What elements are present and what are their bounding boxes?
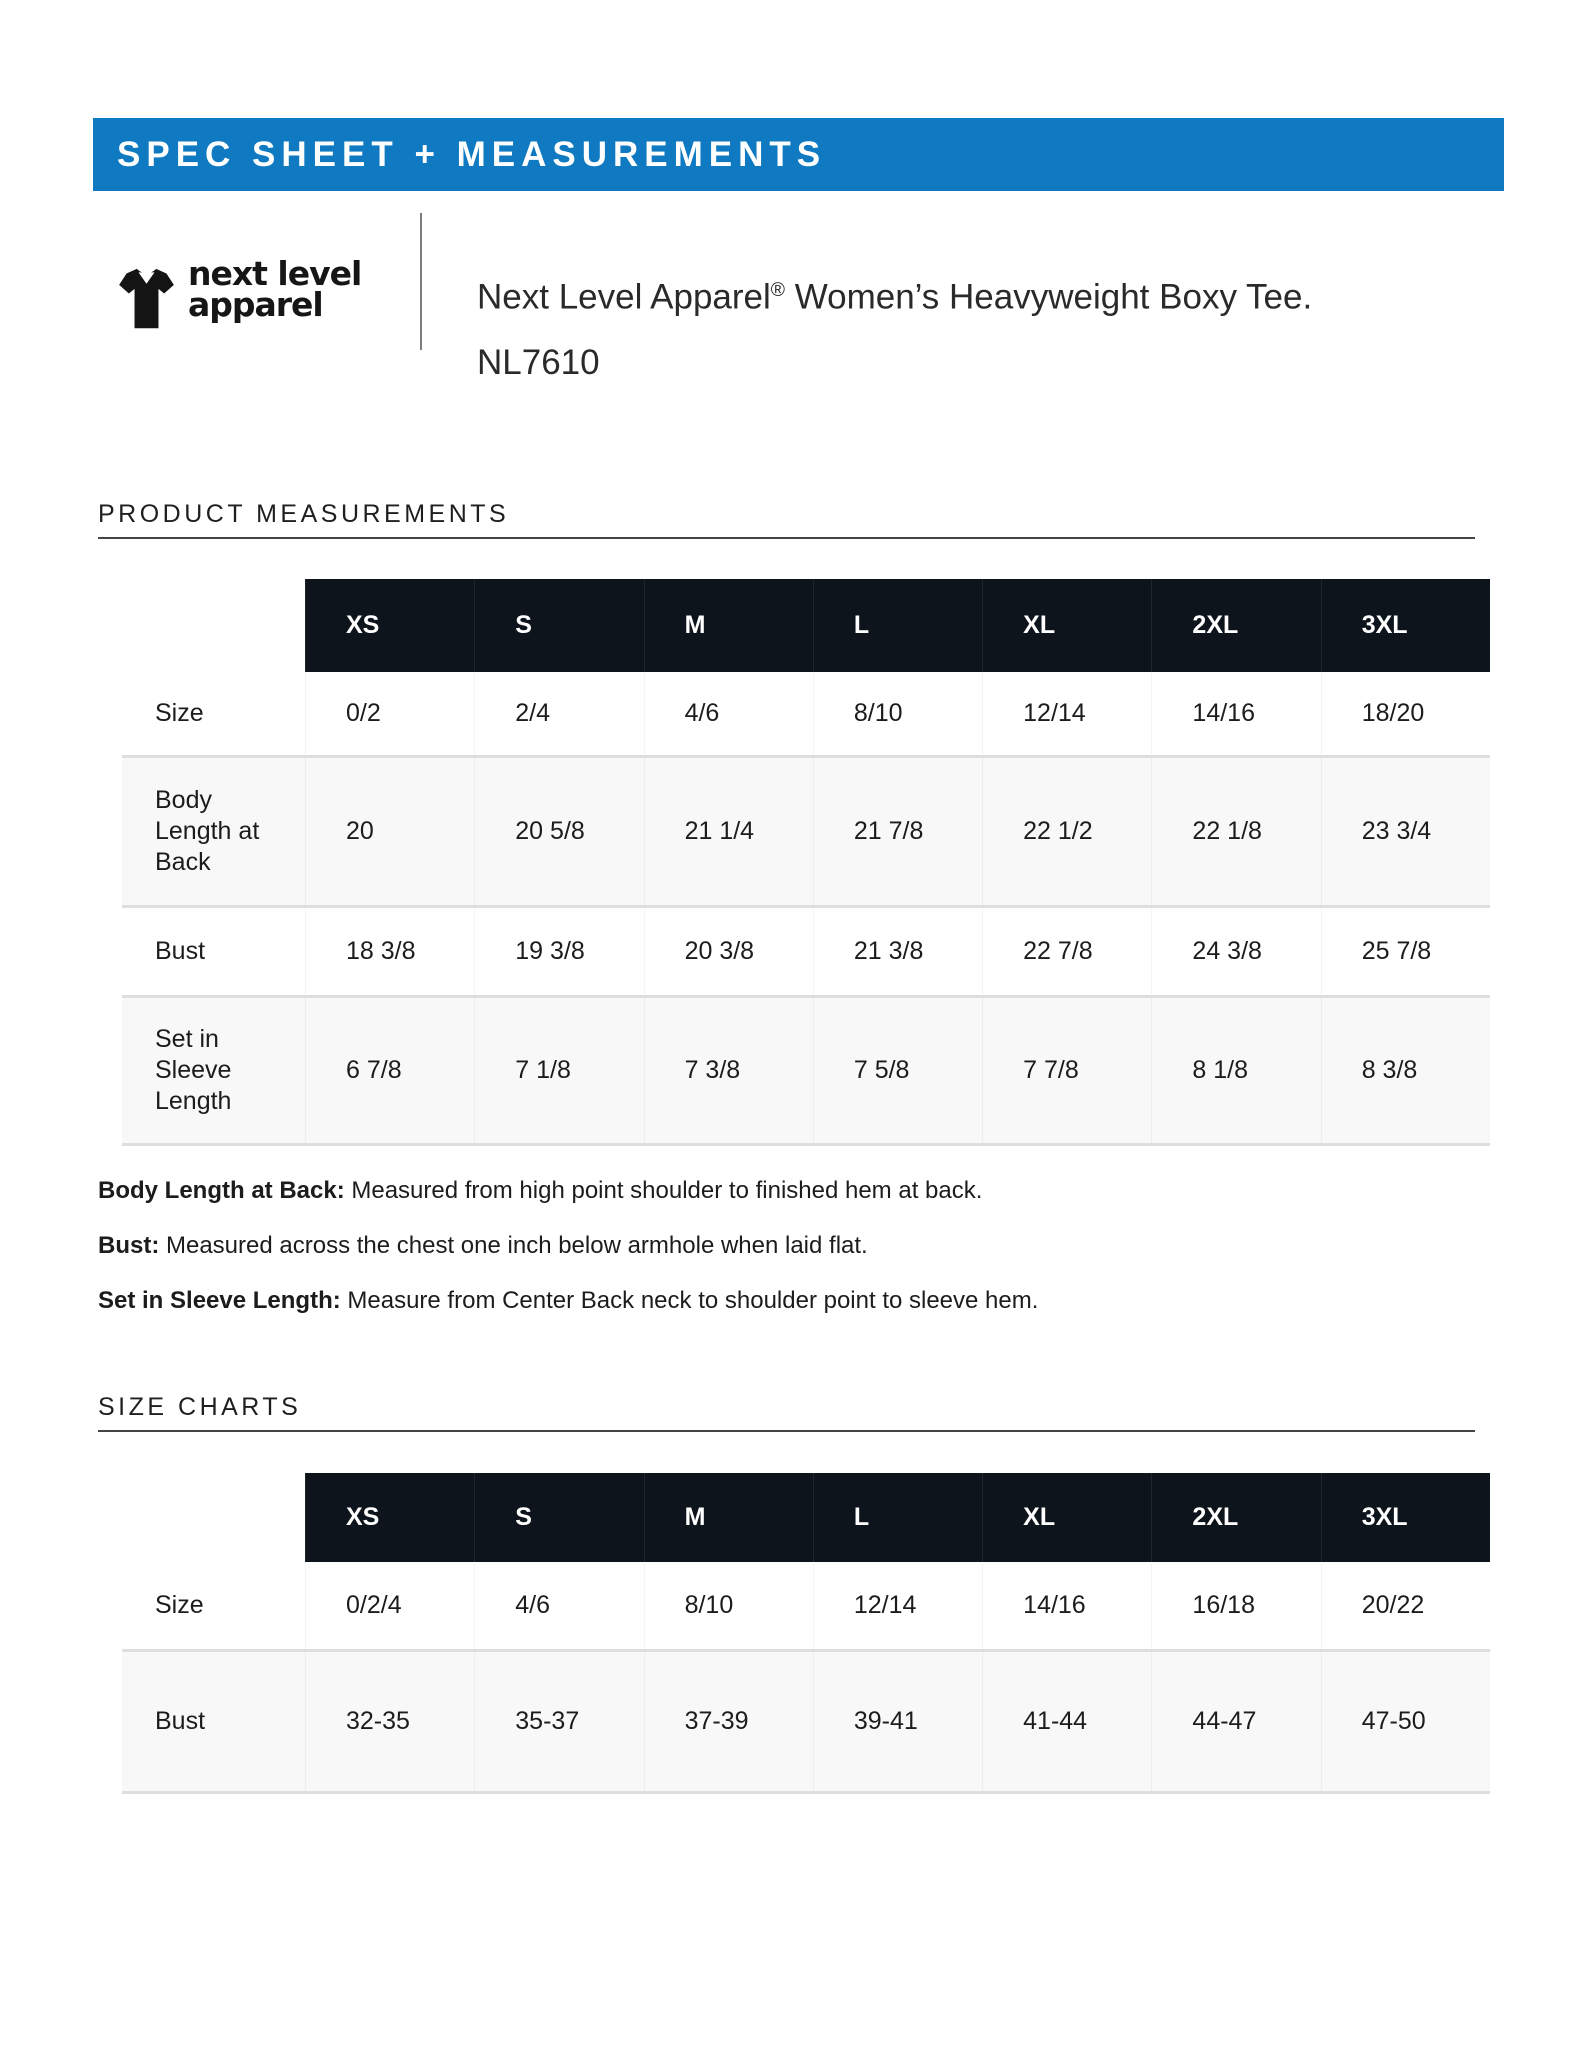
measurement-value: 8 3/8 <box>1321 998 1490 1143</box>
definition-item-body-length-at-back <box>98 1176 1478 1206</box>
product-measurements-rule <box>98 537 1475 539</box>
measurement-row-set-in-sleeve-length <box>122 998 1490 1146</box>
table-corner-spacer <box>122 579 305 672</box>
row-label-bust: Bust <box>155 937 206 965</box>
measurement-value: 41-44 <box>982 1652 1151 1791</box>
measurement-value: 47-50 <box>1321 1652 1490 1791</box>
vertical-divider <box>420 213 422 350</box>
measurement-value: 23 3/4 <box>1321 758 1490 905</box>
definition-text: Measured across the chest one inch below armhole when laid flat. <box>159 1232 868 1259</box>
measurement-value: 14/16 <box>1151 672 1320 755</box>
measurement-value: 12/14 <box>982 672 1151 755</box>
size-column-header-l: L <box>813 1473 982 1562</box>
registered-mark: ® <box>770 280 785 301</box>
size-column-header-2xl: 2XL <box>1151 579 1320 672</box>
size-column-header-s: S <box>474 1473 643 1562</box>
measurement-value: 21 7/8 <box>813 758 982 905</box>
definition-text: Measured from high point shoulder to finished hem at back. <box>344 1177 983 1204</box>
table-corner-spacer <box>122 1473 305 1562</box>
measurement-value: 4/6 <box>474 1562 643 1649</box>
measurement-value: 8/10 <box>813 672 982 755</box>
measurement-value: 24 3/8 <box>1151 908 1320 995</box>
size-column-header-3xl: 3XL <box>1321 579 1490 672</box>
measurement-value: 2/4 <box>474 672 643 755</box>
measurement-value: 19 3/8 <box>474 908 643 995</box>
row-label-size: Size <box>155 699 204 727</box>
row-label-size: Size <box>155 1591 204 1619</box>
measurement-value: 20 3/8 <box>644 908 813 995</box>
size-column-header-2xl: 2XL <box>1151 1473 1320 1562</box>
size-charts-heading: SIZE CHARTS <box>98 1393 302 1421</box>
tshirt-icon <box>118 258 175 330</box>
banner-title: SPEC SHEET + MEASUREMENTS <box>117 134 827 174</box>
definition-term: Bust: <box>98 1232 160 1259</box>
row-label-body-length-at-back: Body Length at Back <box>155 786 260 876</box>
size-column-header-xs: XS <box>305 579 474 672</box>
measurement-row-size <box>122 1562 1490 1652</box>
logo-line2: apparel <box>188 285 323 324</box>
definition-text: Measure from Center Back neck to shoulder point to sleeve hem. <box>340 1287 1039 1314</box>
measurement-value: 8/10 <box>644 1562 813 1649</box>
measurement-value: 20 <box>305 758 474 905</box>
size-charts-table <box>122 1473 1490 1794</box>
product-code: NL7610 <box>477 342 600 382</box>
product-title <box>477 268 1312 321</box>
measurement-value: 7 5/8 <box>813 998 982 1143</box>
size-column-header-xl: XL <box>982 1473 1151 1562</box>
measurement-row-size <box>122 672 1490 758</box>
size-column-header-3xl: 3XL <box>1321 1473 1490 1562</box>
product-measurements-heading: PRODUCT MEASUREMENTS <box>98 500 510 528</box>
measurement-value: 22 1/2 <box>982 758 1151 905</box>
measurement-value: 0/2/4 <box>305 1562 474 1649</box>
definition-term: Set in Sleeve Length: <box>98 1287 341 1314</box>
measurement-value: 16/18 <box>1151 1562 1320 1649</box>
measurement-row-body-length-at-back <box>122 758 1490 908</box>
definition-term: Body Length at Back: <box>98 1177 345 1204</box>
measurement-value: 25 7/8 <box>1321 908 1490 995</box>
measurement-value: 32-35 <box>305 1652 474 1791</box>
measurement-value: 8 1/8 <box>1151 998 1320 1143</box>
definition-item-set-in-sleeve-length <box>98 1286 1478 1316</box>
measurement-value: 7 1/8 <box>474 998 643 1143</box>
measurement-value: 20/22 <box>1321 1562 1490 1649</box>
size-header-row <box>122 579 1490 672</box>
row-label-bust: Bust <box>155 1707 206 1735</box>
measurement-value: 18/20 <box>1321 672 1490 755</box>
logo-line1: next level <box>188 254 362 293</box>
measurement-value: 22 1/8 <box>1151 758 1320 905</box>
size-column-header-m: M <box>644 1473 813 1562</box>
size-header-row <box>122 1473 1490 1562</box>
logo-wordmark <box>188 254 362 324</box>
next-level-logo <box>118 254 362 330</box>
measurement-value: 44-47 <box>1151 1652 1320 1791</box>
measurement-value: 7 7/8 <box>982 998 1151 1143</box>
measurement-value: 20 5/8 <box>474 758 643 905</box>
product-title-suffix: Women’s Heavyweight Boxy Tee. <box>784 277 1313 317</box>
spec-sheet-banner <box>93 118 1504 191</box>
measurement-value: 21 3/8 <box>813 908 982 995</box>
measurement-value: 14/16 <box>982 1562 1151 1649</box>
measurement-definitions <box>98 1176 1478 1341</box>
measurement-value: 21 1/4 <box>644 758 813 905</box>
measurement-value: 39-41 <box>813 1652 982 1791</box>
definition-item-bust <box>98 1231 1478 1261</box>
size-column-header-xs: XS <box>305 1473 474 1562</box>
measurement-value: 4/6 <box>644 672 813 755</box>
product-title-text: Next Level Apparel <box>477 277 771 317</box>
size-charts-rule <box>98 1430 1475 1432</box>
measurement-value: 35-37 <box>474 1652 643 1791</box>
size-column-header-s: S <box>474 579 643 672</box>
measurement-value: 7 3/8 <box>644 998 813 1143</box>
product-title-block <box>477 268 1312 383</box>
measurement-value: 18 3/8 <box>305 908 474 995</box>
measurement-value: 12/14 <box>813 1562 982 1649</box>
size-column-header-m: M <box>644 579 813 672</box>
measurement-value: 0/2 <box>305 672 474 755</box>
measurement-value: 22 7/8 <box>982 908 1151 995</box>
row-label-set-in-sleeve-length: Set in Sleeve Length <box>155 1025 232 1115</box>
product-measurements-table <box>122 579 1490 1146</box>
size-column-header-l: L <box>813 579 982 672</box>
measurement-row-bust <box>122 908 1490 998</box>
measurement-value: 37-39 <box>644 1652 813 1791</box>
measurement-value: 6 7/8 <box>305 998 474 1143</box>
measurement-row-bust <box>122 1652 1490 1794</box>
size-column-header-xl: XL <box>982 579 1151 672</box>
